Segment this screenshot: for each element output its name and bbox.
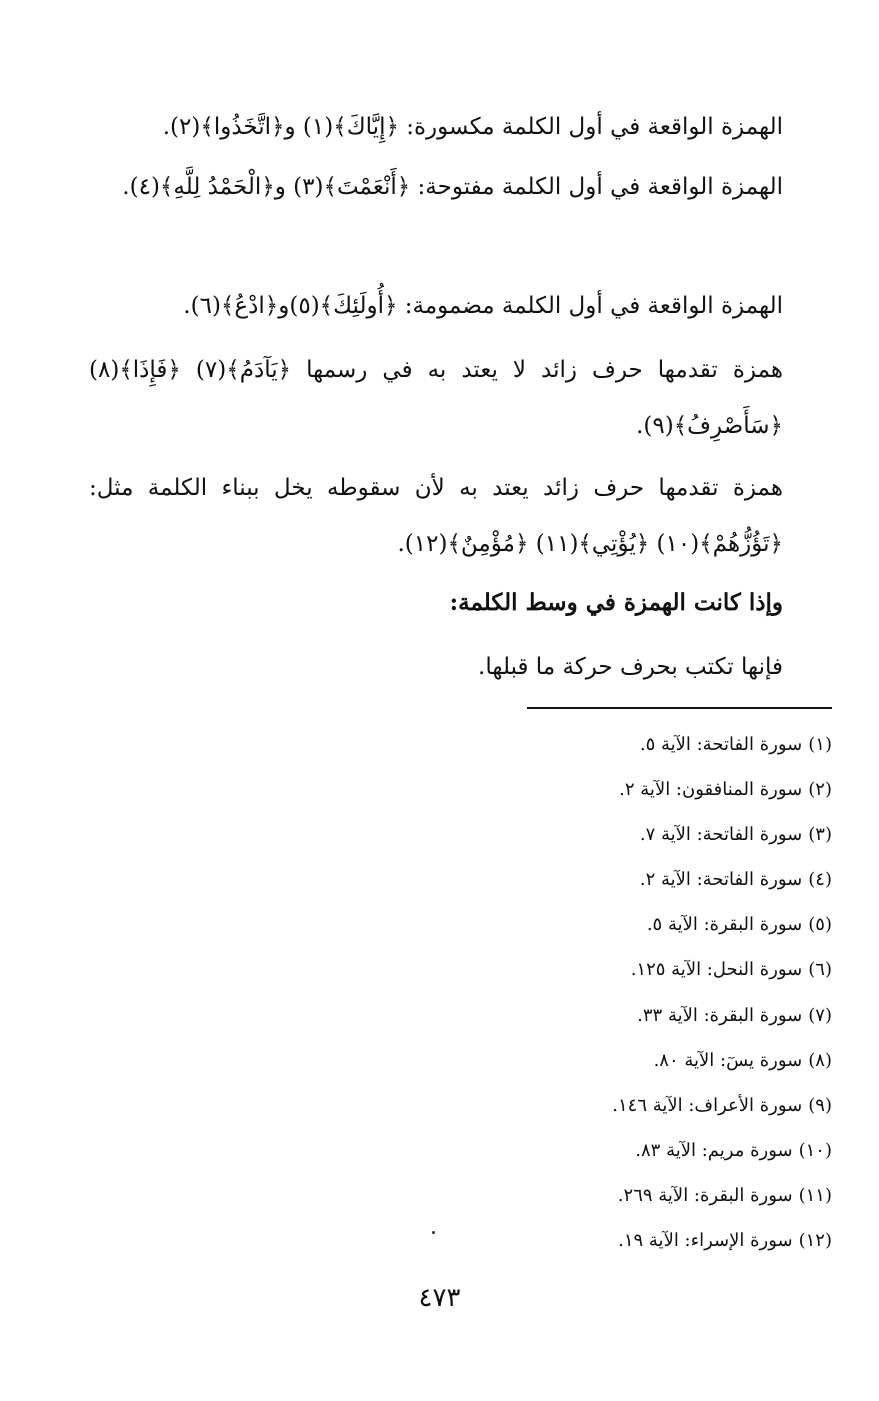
footnote-text: سورة الفاتحة: الآية ٧.: [639, 824, 803, 846]
footnote-text: سورة البقرة: الآية ٥.: [646, 914, 803, 936]
footnote-number: (٣): [808, 824, 832, 846]
footnotes-list: [472, 722, 832, 1263]
footnote: [472, 1173, 832, 1218]
footnote-text: سورة المنافقون: الآية ٢.: [619, 779, 803, 801]
footnote: [472, 947, 832, 992]
footnote-text: سورة يسٓ: الآية ٨٠.: [653, 1049, 803, 1071]
footnote: [472, 1218, 832, 1263]
footnote-text: سورة النحل: الآية ١٢٥.: [630, 959, 803, 981]
footnote-number: (١٠): [798, 1139, 832, 1161]
footnote-text: سورة مريم: الآية ٨٣.: [635, 1139, 793, 1161]
footnote: [472, 767, 832, 812]
footnote-text: سورة البقرة: الآية ٣٣.: [637, 1004, 803, 1026]
footnote: [472, 1038, 832, 1083]
footnote: [472, 1083, 832, 1128]
footnote-text: سورة الفاتحة: الآية ٢.: [639, 869, 803, 891]
footnote-number: (٦): [808, 959, 832, 981]
footnote: [472, 812, 832, 857]
footnote: [472, 993, 832, 1038]
footnote-number: (٨): [808, 1049, 832, 1071]
footnote-text: سورة البقرة: الآية ٢٦٩.: [617, 1184, 793, 1206]
paragraph-hamza-fatha: الهمزة الواقعة في أول الكلمة مفتوحة: ﴿أَنْعَمْتَ﴾(٣) و﴿الْحَمْدُ لِلَّهِ﴾(٤).: [122, 174, 783, 200]
paragraph-hamza-kasra: الهمزة الواقعة في أول الكلمة مكسورة: ﴿إِيَّاكَ﴾(١) و﴿اتَّخَذُوا﴾(٢).: [162, 114, 783, 140]
footnote-number: (٧): [808, 1004, 832, 1026]
footnote-number: (٩): [808, 1094, 832, 1116]
section-heading: وإذا كانت الهمزة في وسط الكلمة:: [449, 589, 783, 616]
footnote-separator: [527, 707, 832, 709]
footnote: [472, 722, 832, 767]
page-number: ٤٧٣: [418, 1283, 461, 1313]
footnote: [472, 902, 832, 947]
footnote-text: سورة الأعراف: الآية ١٤٦.: [612, 1094, 803, 1116]
footnote: [472, 857, 832, 902]
footnote-number: (١١): [798, 1184, 832, 1206]
footnote-number: (٤): [808, 869, 832, 891]
paragraph-hamza-damma: الهمزة الواقعة في أول الكلمة مضمومة: ﴿أُولَئِكَ﴾(٥)و﴿ادْعُ﴾(٦).: [183, 293, 783, 319]
footnote-number: (١٢): [798, 1230, 832, 1252]
rule-sentence: فإنها تكتب بحرف حركة ما قبلها.: [478, 654, 783, 680]
stray-dot: [432, 1231, 435, 1234]
paragraph-extra-letter-counted: همزة تقدمها حرف زائد يعتد به لأن سقوطه يخل ببناء الكلمة مثل: ﴿تَؤُزُّهُمْ﴾(١٠) ﴿يُؤْتِي﴾(١١) ﴿مُؤْمِنٌ﴾(١٢).: [89, 475, 783, 557]
footnote: [472, 1128, 832, 1173]
footnote-number: (١): [808, 734, 832, 755]
footnote-number: (٥): [808, 914, 832, 936]
footnote-number: (٢): [808, 779, 832, 801]
footnote-text: سورة الفاتحة: الآية ٥.: [639, 734, 803, 755]
paragraph-extra-letter-ignored: همزة تقدمها حرف زائد لا يعتد به في رسمها ﴿يَآدَمُ﴾(٧) ﴿فَإِذَا﴾(٨) ﴿سَأَصْرِفُ﴾(٩).: [89, 357, 783, 439]
footnote-text: سورة الإسراء: الآية ١٩.: [618, 1230, 793, 1252]
